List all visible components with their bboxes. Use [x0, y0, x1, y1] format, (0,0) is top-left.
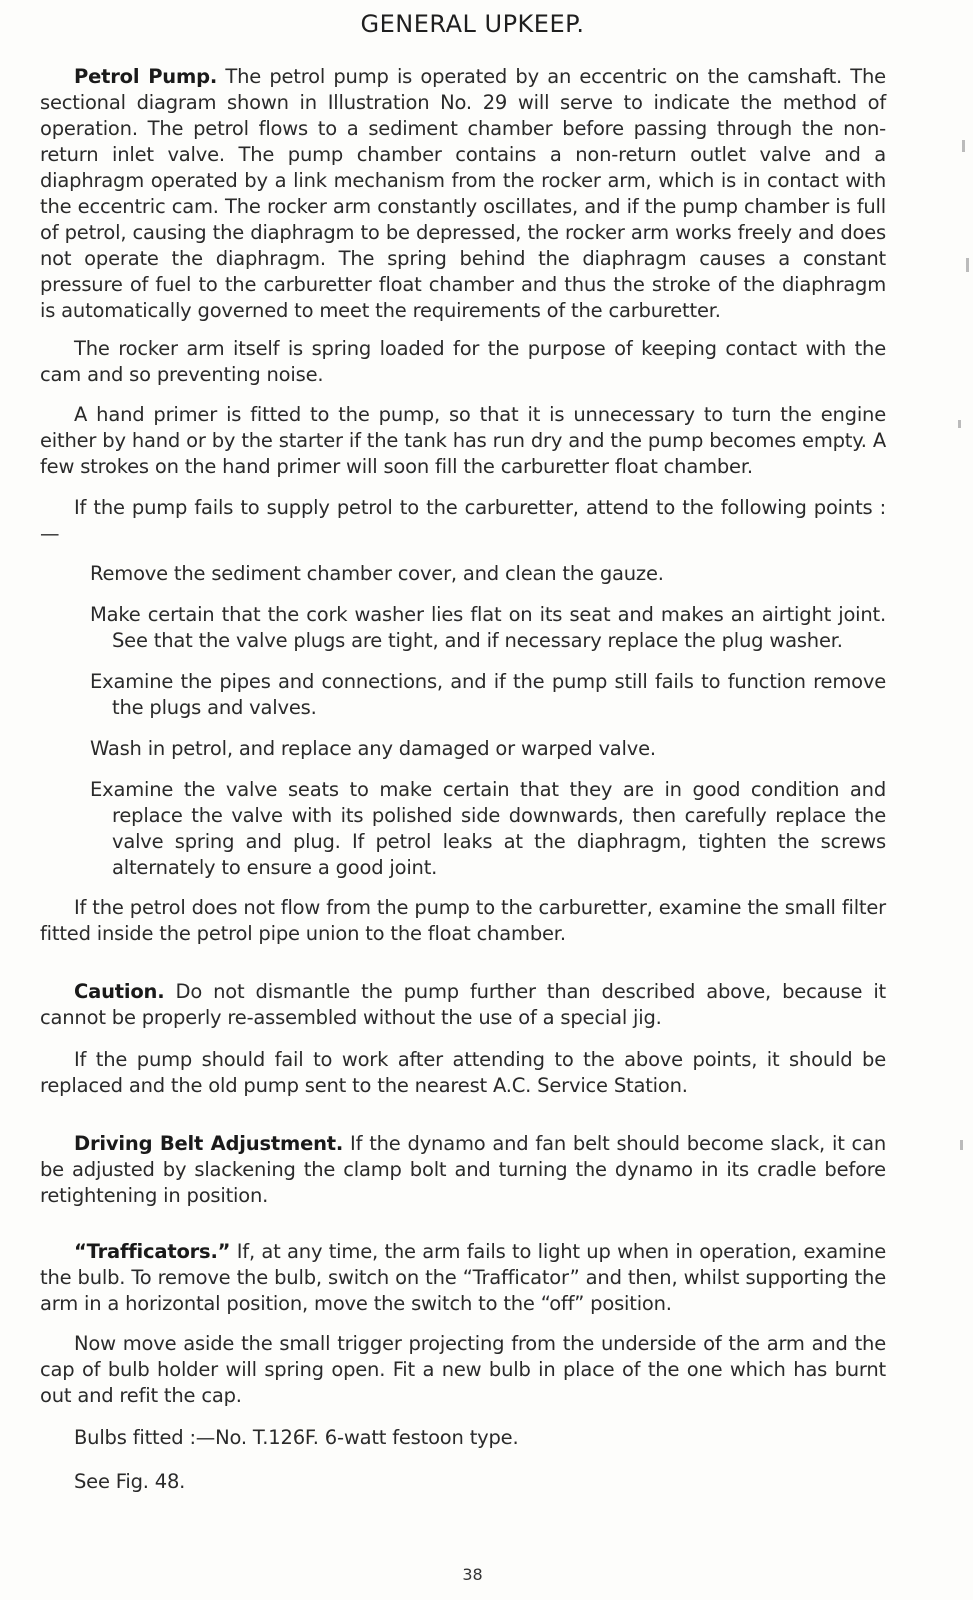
caution-paragraph [40, 979, 886, 1031]
petrol-pump-paragraph-5: If the petrol does not flow from the pump to the carburetter, examine the small filter fitted inside the petrol pipe union to the float chamber. [40, 896, 886, 945]
petrol-pump-paragraph-3: A hand primer is fitted to the pump, so that it is unnecessary to turn the engine either by hand or by the starter if the tank has run dry and the pump becomes empty. A few strokes on the hand primer will soon fill the carburetter float chamber. [40, 403, 886, 478]
trafficators-heading: “Trafficators.” [74, 1240, 231, 1263]
edge-mark [966, 258, 969, 272]
caution-paragraph-2: If the pump should fail to work after attending to the above points, it should be replaced and the old pump sent to the nearest A.C. Service Station. [40, 1048, 886, 1097]
checklist-item: Examine the valve seats to make certain that they are in good condition and replace the valve with its polished side downwards, then carefully replace the valve spring and plug. If petrol leaks at the diaphragm, tighten the screws alternately to ensure a good joint. [90, 778, 886, 879]
checklist-item: Remove the sediment chamber cover, and clean the gauze. [90, 562, 664, 585]
trafficators-paragraph-2: Now move aside the small trigger projecting from the underside of the arm and the cap of bulb holder will spring open. Fit a new bulb in place of the one which has burnt out and refit the cap. [40, 1332, 886, 1407]
driving-belt-text: If the dynamo and fan belt should become slack, it can be adjusted by slackening the clamp bolt and turning the dynamo in its cradle before retightening in position. [40, 1132, 886, 1207]
caution-text-1: Do not dismantle the pump further than described above, because it cannot be properly re-assembled without the use of a special jig. [40, 980, 886, 1029]
petrol-pump-paragraph-2: The rocker arm itself is spring loaded for the purpose of keeping contact with the cam and so preventing noise. [40, 337, 886, 386]
edge-mark [960, 1140, 963, 1150]
checklist-item: Make certain that the cork washer lies flat on its seat and makes an airtight joint. See that the valve plugs are tight, and if necessary replace the plug washer. [90, 603, 886, 652]
page-number: 38 [462, 1565, 483, 1584]
petrol-pump-paragraph-4: If the pump fails to supply petrol to the carburetter, attend to the following points :— [40, 496, 886, 545]
page-body [40, 64, 886, 1495]
edge-mark [962, 140, 965, 152]
see-figure-line: See Fig. 48. [74, 1470, 186, 1493]
checklist-item: Examine the pipes and connections, and if the pump still fails to function remove the plugs and valves. [90, 670, 886, 719]
bulbs-fitted-line: Bulbs fitted :—No. T.126F. 6-watt festoon type. [74, 1426, 519, 1449]
petrol-pump-text-1: The petrol pump is operated by an eccentric on the camshaft. The sectional diagram shown in Illustration No. 29 will serve to indicate the method of operation. The petrol flows to a sediment chamber before passing through the non-return inlet valve. The pump chamber contains a non-return outlet valve and a diaphragm operated by a link mechanism from the rocker arm, which is in contact with the eccentric cam. The rocker arm constantly oscillates, and if the pump chamber is full of petrol, causing the diaphragm to be depressed, the rocker arm works freely and does not operate the diaphragm. The spring behind the diaphragm causes a constant pressure of fuel to the carburetter float chamber and thus the stroke of the diaphragm is automatically governed to meet the requirements of the carburetter. [40, 65, 886, 322]
petrol-pump-paragraph-1 [40, 64, 886, 324]
driving-belt-heading: Driving Belt Adjustment. [74, 1132, 344, 1155]
trafficators-text-1: If, at any time, the arm fails to light up when in operation, examine the bulb. To remove the bulb, switch on the “Trafficator” and then, whilst supporting the arm in a horizontal position, move the switch to the “off” position. [40, 1240, 886, 1315]
page-title: GENERAL UPKEEP. [360, 10, 585, 38]
caution-heading: Caution. [74, 980, 165, 1003]
driving-belt-paragraph [40, 1131, 886, 1209]
checklist-item: Wash in petrol, and replace any damaged or warped valve. [90, 737, 656, 760]
trafficators-paragraph-1 [40, 1239, 886, 1317]
petrol-pump-heading: Petrol Pump. [74, 65, 218, 88]
edge-mark [958, 420, 961, 428]
